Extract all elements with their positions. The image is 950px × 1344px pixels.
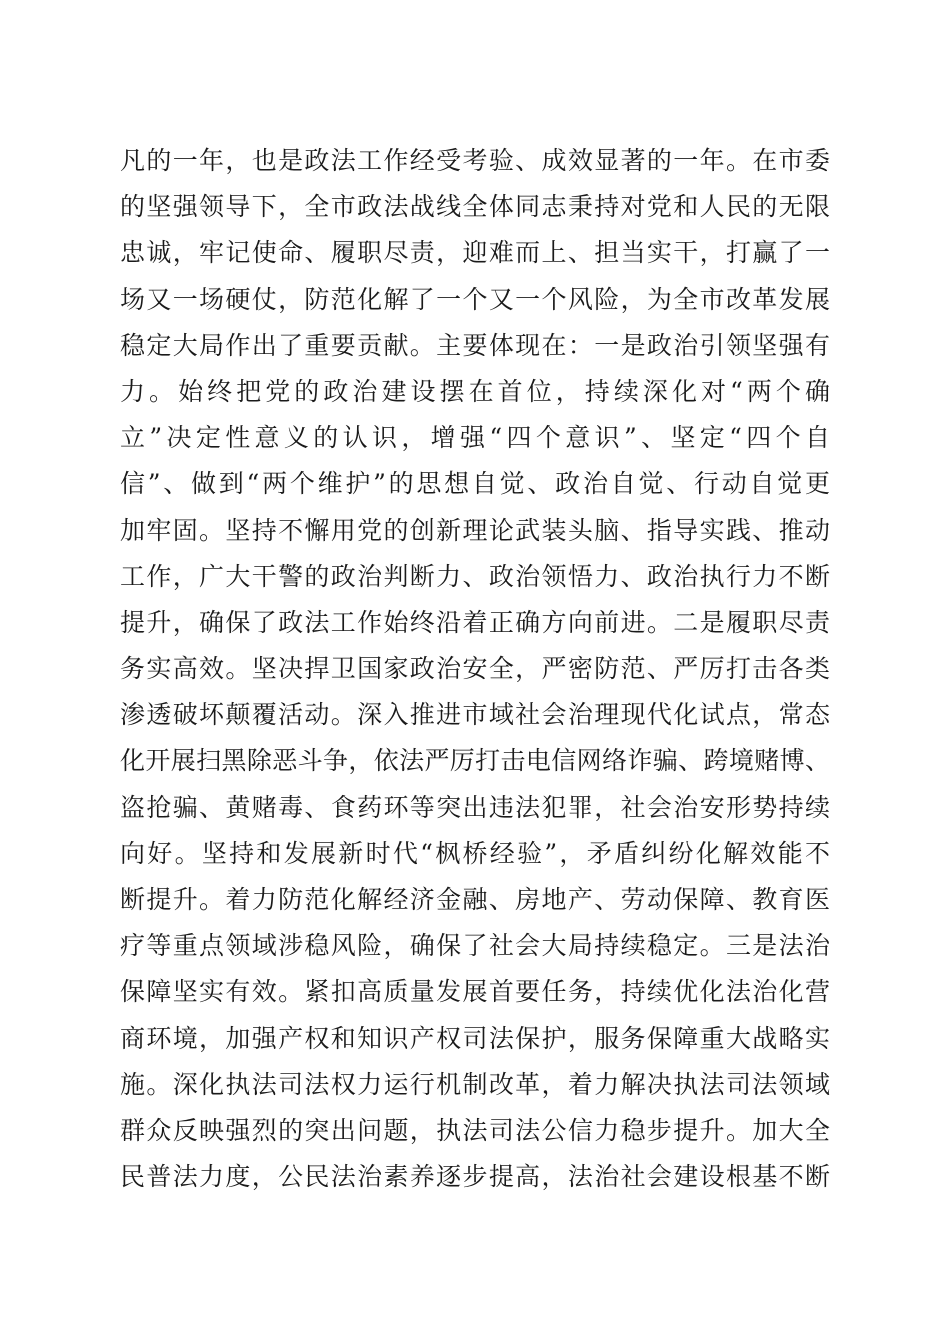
paragraph-line: 稳定大局作出了重要贡献。主要体现在：一是政治引领坚强有: [120, 330, 832, 360]
paragraph-line: 化开展扫黑除恶斗争，依法严厉打击电信网络诈骗、跨境赌博、: [120, 746, 831, 776]
paragraph-line: 加牢固。坚持不懈用党的创新理论武装头脑、指导实践、推动: [120, 515, 832, 545]
paragraph-line: 立”决定性意义的认识，增强“四个意识”、坚定“四个自: [120, 423, 835, 453]
paragraph-line: 忠诚，牢记使命、履职尽责，迎难而上、担当实干，打赢了一: [120, 238, 832, 268]
paragraph-line: 盗抢骗、黄赌毒、食药环等突出违法犯罪，社会治安形势持续: [120, 792, 832, 822]
paragraph-line: 力。始终把党的政治建设摆在首位，持续深化对“两个确: [120, 376, 835, 406]
paragraph-line: 场又一场硬仗，防范化解了一个又一个风险，为全市改革发展: [120, 284, 832, 314]
paragraph-line: 商环境，加强产权和知识产权司法保护，服务保障重大战略实: [120, 1023, 832, 1053]
paragraph-line: 渗透破坏颠覆活动。深入推进市域社会治理现代化试点，常态: [120, 700, 832, 730]
paragraph-line: 向好。坚持和发展新时代“枫桥经验”，矛盾纠纷化解效能不: [120, 838, 833, 868]
paragraph-line: 凡的一年，也是政法工作经受考验、成效显著的一年。在市委: [120, 146, 832, 175]
paragraph-line: 施。深化执法司法权力运行机制改革，着力解决执法司法领域: [120, 1069, 832, 1099]
paragraph-line: 的坚强领导下，全市政法战线全体同志秉持对党和人民的无限: [120, 192, 832, 222]
paragraph-line: 民普法力度，公民法治素养逐步提高，法治社会建设根基不断: [120, 1162, 832, 1192]
paragraph-line: 群众反映强烈的突出问题，执法司法公信力稳步提升。加大全: [120, 1115, 832, 1145]
paragraph-line: 保障坚实有效。紧扣高质量发展首要任务，持续优化法治化营: [120, 977, 832, 1007]
body-paragraph: [120, 138, 835, 1200]
paragraph-line: 疗等重点领域涉稳风险，确保了社会大局持续稳定。三是法治: [120, 931, 832, 961]
paragraph-line: 务实高效。坚决捍卫国家政治安全，严密防范、严厉打击各类: [120, 654, 832, 684]
paragraph-line: 信”、做到“两个维护”的思想自觉、政治自觉、行动自觉更: [120, 469, 833, 499]
paragraph-line: 提升，确保了政法工作始终沿着正确方向前进。二是履职尽责: [120, 607, 832, 637]
paragraph-line: 断提升。着力防范化解经济金融、房地产、劳动保障、教育医: [120, 885, 832, 914]
paragraph-line: 工作，广大干警的政治判断力、政治领悟力、政治执行力不断: [120, 561, 832, 591]
